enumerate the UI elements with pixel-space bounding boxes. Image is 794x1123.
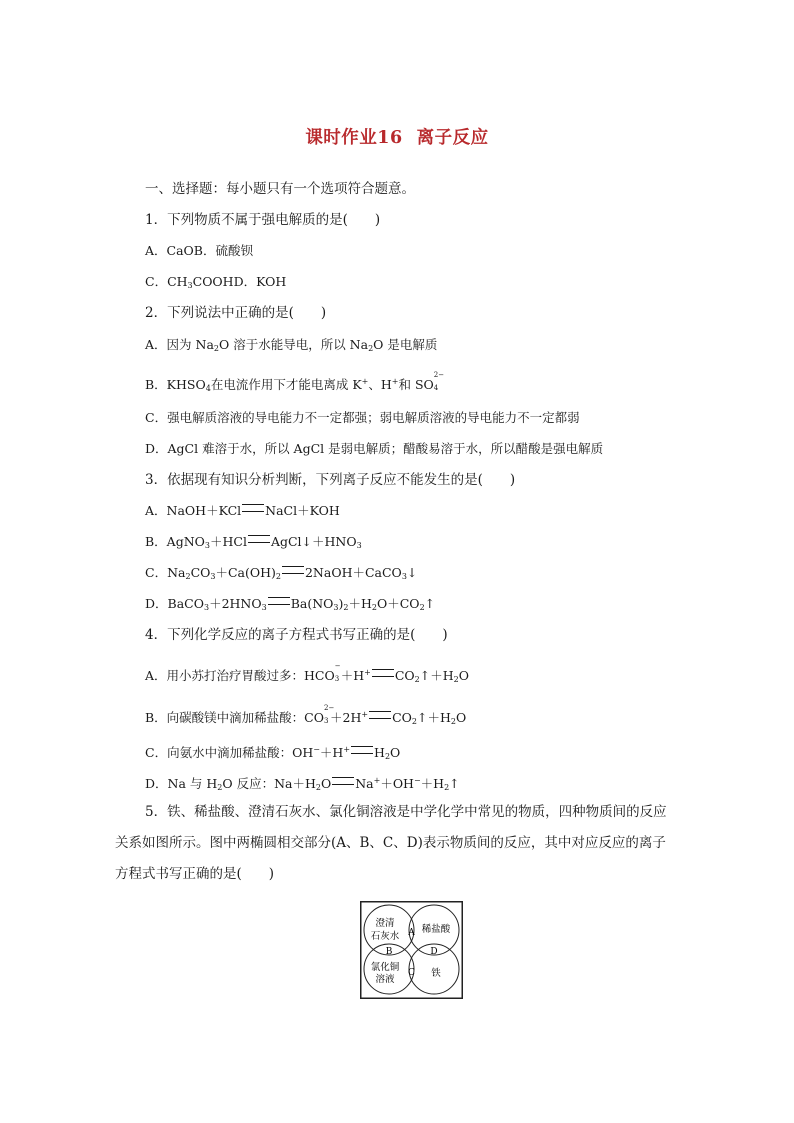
q3-option-d: D．$BaCO_3+2HNO_3$ $Ba(NO_3)_2+H_2O+CO_2↑$ <box>145 596 436 612</box>
equals-sign <box>369 711 391 719</box>
q4-option-a: A．用小苏打治疗胃酸过多：HCO − 3 ＋H+ $CO_2↑+H_2O$ <box>145 662 469 684</box>
q3-option-c: C．$Na_2CO_3+Ca(OH)_2$ 2NaOH＋CaCO$_3$↓ <box>145 565 418 581</box>
label-C: C <box>408 968 415 978</box>
section-heading: 一、选择题：每小题只有一个选项符合题意。 <box>145 181 415 197</box>
q5-line3: 方程式书写正确的是( ) <box>115 866 275 882</box>
label-A: A <box>408 928 415 938</box>
label-B: B <box>385 947 393 957</box>
q2-option-a: A．因为 $Na_2O$ 溶于水能导电，所以 $Na_2O$ 是电解质 <box>145 337 438 353</box>
label-limewater-2: 石灰水 <box>370 931 400 942</box>
q2-option-d: D．AgCl 难溶于水，所以 AgCl 是弱电解质；醋酸易溶于水，所以醋酸是强电解质 <box>145 441 604 456</box>
equals-sign <box>372 669 394 677</box>
label-D: D <box>430 947 438 957</box>
q2-option-c: C．强电解质溶液的导电能力不一定都强；弱电解质溶液的导电能力不一定都弱 <box>145 410 580 425</box>
equals-sign <box>268 597 290 605</box>
q1-stem: 1．下列物质不属于强电解质的是( ) <box>145 212 381 228</box>
q3-option-a: A．NaOH＋KCl NaCl＋KOH <box>145 503 340 518</box>
q5-line1: 5．铁、稀盐酸、澄清石灰水、氯化铜溶液是中学化学中常见的物质，四种物质间的反应 <box>145 804 667 820</box>
equals-sign <box>351 746 373 754</box>
label-iron: 铁 <box>431 968 441 979</box>
q4-stem: 4．下列化学反应的离子方程式书写正确的是( ) <box>145 627 448 643</box>
q1-b: B．硫酸钡 <box>193 243 253 258</box>
circles-diagram-svg <box>360 901 463 999</box>
label-cucl2-2: 溶液 <box>375 974 395 985</box>
q5-line2: 关系如图所示。图中两椭圆相交部分(A、B、C、D)表示物质间的反应，其中对应反应的离子 <box>115 835 666 851</box>
page-title <box>0 124 794 149</box>
label-hcl: 稀盐酸 <box>421 924 451 935</box>
q3-stem: 3．依据现有知识分析判断，下列离子反应不能发生的是( ) <box>145 472 516 488</box>
reaction-diagram <box>360 901 463 1003</box>
equals-sign <box>282 566 304 574</box>
q2-option-b: B．$KHSO_4$在电流作用下才能电离成 K+、H+和 SO 2− 4 <box>145 371 445 393</box>
equals-sign <box>248 535 270 543</box>
q1-options-cd <box>145 273 286 295</box>
title-main: 课时作业16 <box>305 128 403 148</box>
equals-sign <box>332 777 354 785</box>
equals-sign <box>242 504 264 512</box>
q1-options-ab <box>145 242 253 260</box>
label-cucl2-1: 氯化铜 <box>370 962 400 973</box>
q2-stem: 2．下列说法中正确的是( ) <box>145 305 327 321</box>
title-sub: 离子反应 <box>416 128 489 148</box>
q4-option-d: D．Na 与 $H_2O$ 反应：$Na+H_2O$ $Na^++OH^-+H_2↑$ <box>145 776 460 792</box>
q1-d: D．KOH <box>233 274 287 289</box>
q4-option-c: C．向氨水中滴加稀盐酸：OH−＋H+ $H_2O$ <box>145 745 401 761</box>
q1-a: A．CaO <box>145 243 194 258</box>
q4-option-b: B．向碳酸镁中滴加稀盐酸：CO 2− 3 ＋2H+ $CO_2↑+H_2O$ <box>145 704 467 726</box>
q3-option-b: B．AgNO$_3$＋HCl $AgCl↓+HNO_3$ <box>145 534 362 550</box>
q1-c: C．$CH_3COOH$ <box>145 274 234 290</box>
label-limewater-1: 澄清 <box>375 918 395 929</box>
